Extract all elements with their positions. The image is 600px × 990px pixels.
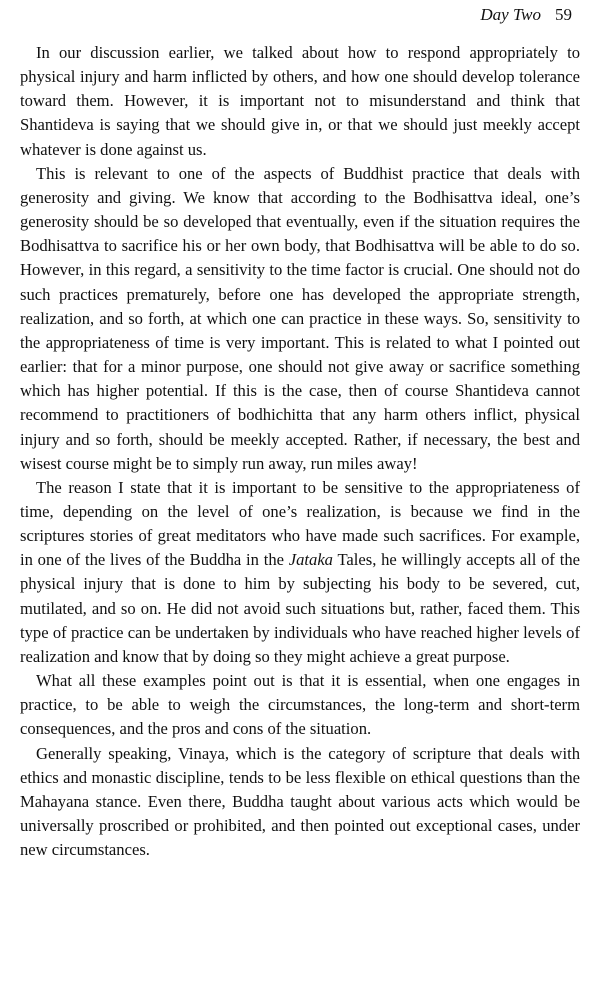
paragraph-5: Generally speaking, Vinaya, which is the category of scripture that deals with ethics and monastic discipline, tends to be less flexible on ethical questions than the Mahayana stance. Even there, Buddha taught about various acts which would be universally proscribed or prohibited, and then pointed out exceptional cases, under new circumstances. xyxy=(20,743,580,860)
paragraph-3-part-2: Tales, he willingly accepts all of the physical injury that is done to him by subjecting his body to be severed, cut, mutilated, and so on. He did not avoid such situations but, rather, faced them. This type of practice can be undertaken by individuals who have reached higher levels of realization and know that by doing so they might achieve a great purpose. xyxy=(20,550,580,666)
paragraph-3-part-1: The reason I state that it is important to be sensitive to the appropriateness of time, depending on the level of one’s realization, is because we find in the scriptures stories of great meditators who have made such sacrifices. For example, in one of the lives of the Buddha in the xyxy=(20,477,580,570)
paragraph-3 xyxy=(20,476,580,669)
paragraph-2: This is relevant to one of the aspects of Buddhist practice that deals with generosity and giving. We know that according to the Bodhisattva ideal, one’s generosity should be so developed that eventually, even if the situation requires the Bodhisattva to sacrifice his or her own body, that Bodhisattva will be able to do so. However, in this regard, a sensitivity to the time factor is crucial. One should not do such practices prematurely, before one has developed the appropriate strength, realization, and so forth, at which one can practice in these ways. So, sensitivity to the appropriateness of time is very important. This is related to what I pointed out earlier: that for a minor purpose, one should not give away or sacrifice something which has higher potential. If this is the case, then of course Shantideva cannot recommend to practitioners of bodhichitta that any harm others inflict, physical injury and so forth, should be meekly accepted. Rather, if necessary, the best and wisest course might be to simply run away, run miles away! xyxy=(20,163,580,473)
paragraph-1: In our discussion earlier, we talked about how to respond appropriately to physical injury and harm inflicted by others, and how one should develop tolerance toward them. However, it is important not to misunderstand and think that Shantideva is saying that we should give in, or that we should just meekly accept whatever is done against us. xyxy=(20,43,580,159)
page-header xyxy=(480,4,572,26)
running-head-title: Day Two xyxy=(480,5,541,24)
paragraph-4: What all these examples point out is that it is essential, when one engages in practice, to be able to weigh the circumstances, the long-term and short-term consequences, and the pros and cons of the situation. xyxy=(20,671,580,739)
body-text xyxy=(20,41,580,862)
page-number: 59 xyxy=(555,5,572,24)
jataka-title: Jataka xyxy=(288,550,333,570)
